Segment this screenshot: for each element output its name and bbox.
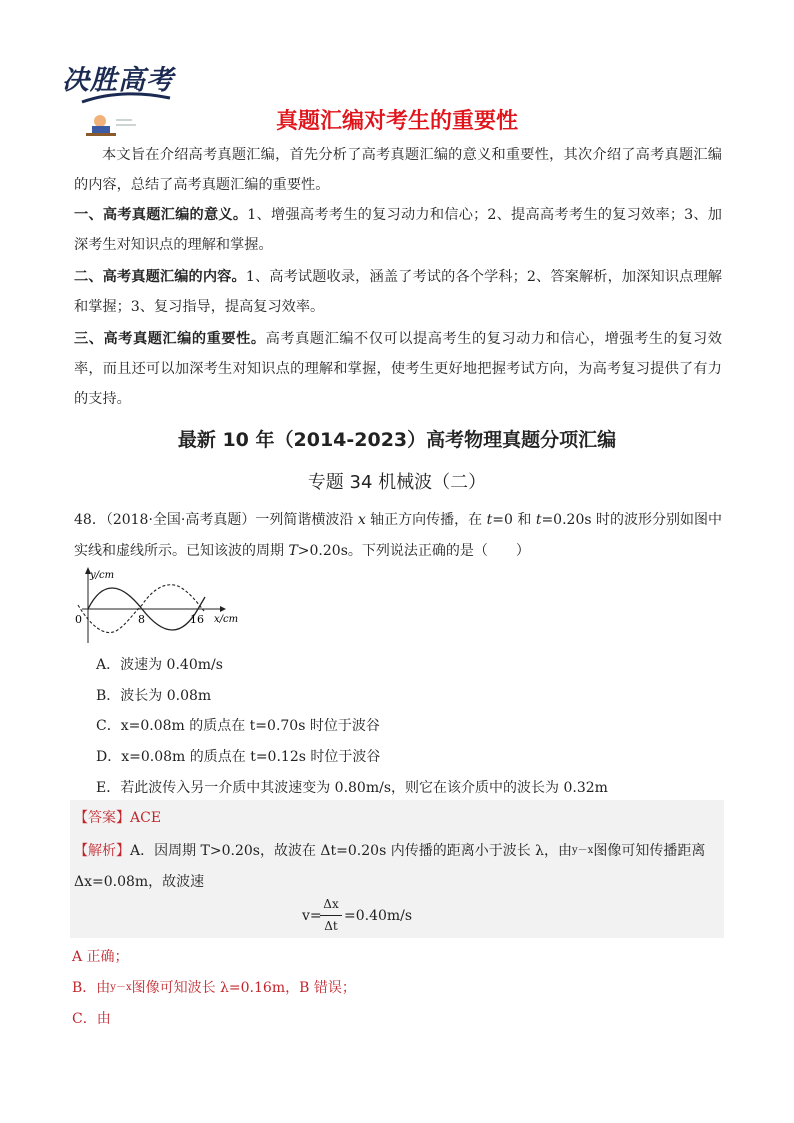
question-source: （2018·全国·高考真题） — [105, 512, 256, 528]
analysis-text: 图像可知传播距离 — [593, 843, 706, 859]
document-title: 真题汇编对考生的重要性 — [275, 109, 518, 134]
variable-t: t — [535, 512, 542, 528]
section-body: 1、增强高考考生的复习动力和信心；2、提高高考考生的复习效率；3、加深考生对知识点的理解和掌握。 — [74, 207, 722, 253]
y-axis-label: y/cm — [90, 570, 115, 581]
question-fragment: =0 和 — [492, 512, 536, 528]
question-fragment: 一列简谐横波沿 — [255, 512, 358, 528]
origin-label: 0 — [75, 613, 82, 626]
section-body: 1、高考试题收录，涵盖了考试的各个学科；2、答案解析，加深知识点理解和掌握；3、复习指导，提高复习效率。 — [74, 269, 722, 315]
question-fragment: 轴正方向传播，在 — [365, 512, 487, 528]
x-axis-label: x/cm — [214, 614, 239, 625]
fraction-bar — [320, 915, 342, 916]
yx-symbol: y－x — [572, 845, 594, 856]
section-importance — [74, 324, 722, 414]
question-number: 48． — [74, 512, 106, 528]
series-title: 最新 10 年（2014-2023）高考物理真题分项汇编 — [177, 429, 617, 451]
topic-title: 专题 34 机械波（二） — [307, 472, 487, 493]
followup-text: B．由 — [72, 980, 111, 996]
variable-period: T — [288, 543, 298, 559]
answer-label: 【答案】 — [74, 810, 130, 826]
question-fragment: =0.20s 时的波形分别如图中实线和虚线所示。已知该波的周期 — [74, 512, 722, 559]
tick-label-16: 16 — [190, 613, 204, 626]
x-axis-arrow — [220, 606, 226, 612]
option-c: C．x=0.08m 的质点在 t=0.70s 时位于波谷 — [96, 718, 380, 734]
answer-value: ACE — [130, 810, 162, 826]
velocity-formula — [302, 897, 462, 937]
formula-lhs: v= — [302, 908, 322, 924]
wave-figure — [70, 565, 245, 645]
formula-denominator: Δt — [324, 919, 338, 933]
yx-symbol: y－x — [110, 982, 132, 993]
formula-rhs: =0.40m/s — [344, 908, 413, 924]
option-d: D．x=0.08m 的质点在 t=0.12s 时位于波谷 — [96, 749, 381, 765]
option-e: E．若此波传入另一介质中其波速变为 0.80m/s，则它在该介质中的波长为 0.32m — [96, 780, 608, 796]
section-heading: 二、高考真题汇编的内容。 — [74, 269, 246, 285]
analysis-line-1 — [74, 841, 705, 861]
followup-a: A 正确； — [72, 949, 129, 965]
variable-x: x — [357, 512, 366, 528]
section-heading: 一、高考真题汇编的意义。 — [74, 207, 248, 223]
followup-text: 图像可知波长 λ=0.16m，B 错误； — [131, 980, 356, 996]
answer-line — [74, 808, 161, 828]
logo-text: 决胜高考 — [62, 65, 174, 96]
option-b: B．波长为 0.08m — [96, 688, 212, 704]
section-meaning — [74, 200, 722, 260]
option-a: A．波速为 0.40m/s — [96, 657, 223, 673]
question-text — [74, 505, 724, 567]
question-fragment: >0.20s。下列说法正确的是（ ） — [297, 543, 530, 559]
analysis-text: A．因周期 T>0.20s，故波在 Δt=0.20s 内传播的距离小于波长 λ，由 — [130, 843, 573, 859]
formula-numerator: Δx — [323, 897, 339, 911]
intro-paragraph: 本文旨在介绍高考真题汇编，首先分析了高考真题汇编的意义和重要性，其次介绍了高考真题汇编的内容，总结了高考真题汇编的重要性。 — [74, 147, 722, 193]
section-body: 高考真题汇编不仅可以提高考生的复习动力和信心，增强考生的复习效率，而且还可以加深考生对知识点的理解和掌握，使考生更好地把握考试方向，为高考复习提供了有力的支持。 — [74, 331, 722, 407]
analysis-label: 【解析】 — [74, 843, 130, 859]
followup-c: C．由 — [72, 1011, 111, 1027]
analysis-line-2: Δx=0.08m，故波速 — [74, 874, 205, 890]
section-content — [74, 262, 722, 322]
variable-t: t — [486, 512, 493, 528]
section-heading: 三、高考真题汇编的重要性。 — [74, 331, 266, 347]
tick-label-8: 8 — [138, 613, 145, 626]
followup-b — [72, 978, 356, 998]
